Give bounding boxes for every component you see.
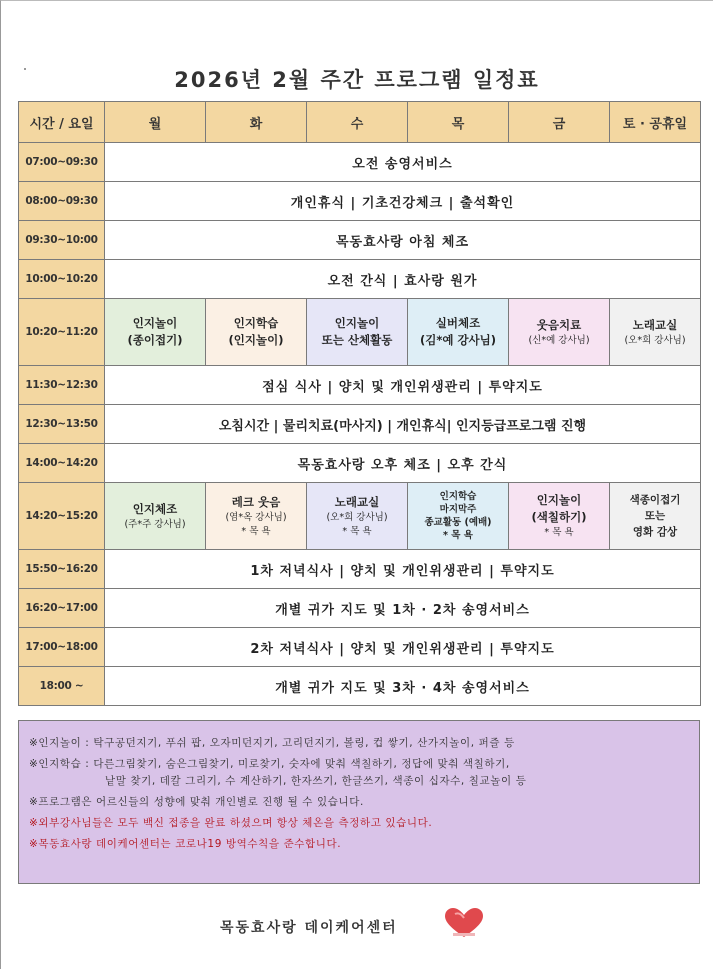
- wednesday-program-cell: [307, 299, 408, 366]
- note-covid-rules: ※목동효사랑 데이케어센터는 코로나19 방역수칙을 준수합니다.: [29, 838, 342, 850]
- bath-note: * 목 욕: [544, 527, 574, 538]
- header-friday: 금: [509, 102, 610, 143]
- time-cell: 18:00 ~: [19, 667, 105, 706]
- time-cell: 09:30~10:00: [19, 221, 105, 260]
- friday-program-cell: [509, 483, 610, 550]
- program-detail: 종교활동 (예배): [424, 517, 492, 528]
- program-detail: (종이접기): [127, 333, 183, 347]
- program-name: 인지체조: [132, 501, 178, 516]
- table-row: [19, 589, 701, 628]
- tuesday-program-cell: [206, 299, 307, 366]
- program-detail: (염*옥 강사님): [225, 511, 287, 523]
- table-row: [19, 366, 701, 405]
- program-name: 인지놀이: [132, 316, 178, 330]
- time-cell: 10:20~11:20: [19, 299, 105, 366]
- wednesday-program-cell: [307, 483, 408, 550]
- table-row: [19, 260, 701, 299]
- program-name: 인지놀이: [334, 316, 380, 330]
- thursday-program-cell: [408, 299, 509, 366]
- center-name: 목동효사랑 데이케어센터: [220, 920, 398, 936]
- program-detail: (주*주 강사님): [124, 518, 186, 530]
- program-name: 레크 웃음: [231, 494, 281, 509]
- page-title: 2026년 2월 주간 프로그램 일정표: [174, 68, 540, 92]
- program-detail: (신*예 강사님): [528, 334, 590, 346]
- program-detail: 마지막주: [439, 504, 477, 515]
- program-detail: (오*희 강사님): [326, 511, 388, 523]
- note-cognitive-play: ※인지놀이 : 탁구공던지기, 푸쉬 팝, 오자미던지기, 고리던지기, 볼링, 컵 쌓기, 산가지놀이, 퍼즐 등: [29, 737, 515, 749]
- program-name: 인지학습: [439, 491, 477, 502]
- friday-program-cell: [509, 299, 610, 366]
- bath-note: * 목 욕: [443, 530, 473, 541]
- monday-program-cell: [105, 483, 206, 550]
- table-row: [19, 405, 701, 444]
- heart-logo-icon: [441, 906, 487, 940]
- header-thursday: 목: [408, 102, 509, 143]
- table-row: [19, 299, 701, 366]
- program-name: 웃음치료: [536, 317, 582, 332]
- header-row: [19, 102, 701, 143]
- program-detail: (오*희 강사님): [624, 334, 686, 346]
- time-cell: 12:30~13:50: [19, 405, 105, 444]
- time-cell: 07:00~09:30: [19, 143, 105, 182]
- program-cell: 개별 귀가 지도 및 3차 · 4차 송영서비스: [105, 667, 701, 706]
- table-row: [19, 143, 701, 182]
- time-cell: 08:00~09:30: [19, 182, 105, 221]
- program-name: 노래교실: [334, 494, 380, 509]
- program-cell: 목동효사랑 오후 체조 | 오후 간식: [105, 444, 701, 483]
- table-row: [19, 667, 701, 706]
- program-detail: 영화 감상: [632, 526, 678, 538]
- note-cognitive-learning: [29, 756, 689, 790]
- program-detail: (인지놀이): [228, 333, 284, 347]
- header-wednesday: 수: [307, 102, 408, 143]
- program-cell: 오전 간식 | 효사랑 원가: [105, 260, 701, 299]
- tuesday-program-cell: [206, 483, 307, 550]
- note-program-individual: ※프로그램은 어르신들의 성향에 맞춰 개인별로 진행 될 수 있습니다.: [29, 796, 364, 808]
- table-row: [19, 182, 701, 221]
- program-name: 인지학습: [233, 316, 279, 330]
- table-row: [19, 483, 701, 550]
- time-cell: 14:00~14:20: [19, 444, 105, 483]
- weekend-program-cell: [610, 299, 701, 366]
- schedule-table: [18, 101, 701, 706]
- time-cell: 11:30~12:30: [19, 366, 105, 405]
- time-cell: 10:00~10:20: [19, 260, 105, 299]
- program-detail: 또는: [644, 510, 666, 522]
- table-row: [19, 444, 701, 483]
- program-detail: 또는 산체활동: [321, 333, 393, 347]
- bath-note: * 목 욕: [342, 525, 372, 537]
- program-name: 인지놀이: [536, 493, 582, 507]
- program-cell: 오전 송영서비스: [105, 143, 701, 182]
- time-cell: 17:00~18:00: [19, 628, 105, 667]
- program-cell: 1차 저녁식사 | 양치 및 개인위생관리 | 투약지도: [105, 550, 701, 589]
- program-name: 노래교실: [632, 317, 678, 332]
- bath-note: * 목 욕: [241, 525, 271, 537]
- program-cell: 2차 저녁식사 | 양치 및 개인위생관리 | 투약지도: [105, 628, 701, 667]
- program-cell: 목동효사랑 아침 체조: [105, 221, 701, 260]
- note-line: ※인지학습 : 다른그림찾기, 숨은그림찾기, 미로찾기, 숫자에 맞춰 색칠하기, 정답에 맞춰 색칠하기,: [29, 758, 510, 770]
- table-row: [19, 628, 701, 667]
- program-detail: (김*예 강사님): [419, 333, 497, 347]
- header-time-day: 시간 / 요일: [19, 102, 105, 143]
- thursday-program-cell: [408, 483, 509, 550]
- table-row: [19, 550, 701, 589]
- notes-box: [18, 720, 700, 884]
- note-line: 낱말 찾기, 데칼 그리기, 수 계산하기, 한자쓰기, 한글쓰기, 색종이 십자수, 칠교놀이 등: [105, 775, 527, 787]
- program-detail: (색칠하기): [531, 510, 587, 524]
- time-cell: 16:20~17:00: [19, 589, 105, 628]
- program-cell: 개별 귀가 지도 및 1차 · 2차 송영서비스: [105, 589, 701, 628]
- time-cell: 14:20~15:20: [19, 483, 105, 550]
- program-cell: 개인휴식 | 기초건강체크 | 출석확인: [105, 182, 701, 221]
- program-name: 색종이접기: [629, 494, 681, 506]
- time-cell: 15:50~16:20: [19, 550, 105, 589]
- header-weekend-holiday: 토 · 공휴일: [610, 102, 701, 143]
- program-cell: 점심 식사 | 양치 및 개인위생관리 | 투약지도: [105, 366, 701, 405]
- header-monday: 월: [105, 102, 206, 143]
- note-vaccination: ※외부강사님들은 모두 백신 접종을 완료 하셨으며 항상 체온을 측정하고 있습니다.: [29, 817, 433, 829]
- monday-program-cell: [105, 299, 206, 366]
- program-cell: 오침시간 | 물리치료(마사지) | 개인휴식| 인지등급프로그램 진행: [105, 405, 701, 444]
- header-tuesday: 화: [206, 102, 307, 143]
- table-row: [19, 221, 701, 260]
- program-name: 실버체조: [435, 316, 481, 330]
- weekend-program-cell: [610, 483, 701, 550]
